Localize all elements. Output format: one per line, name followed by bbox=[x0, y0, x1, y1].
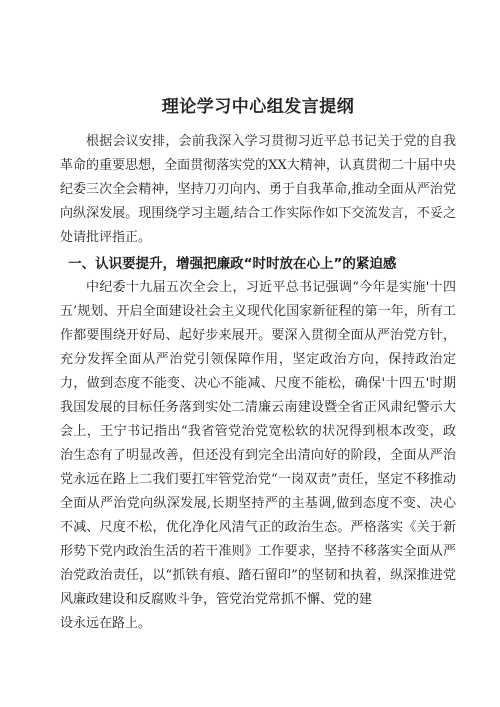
document-title: 理论学习中心组发言提纲 bbox=[161, 97, 355, 117]
intro-paragraph: 根据会议安排，会前我深入学习贯彻习近平总书记关于党的自我革命的重要思想，全面贯彻落实党的XX大精神，认真贯彻二十届中央纪委三次全会精神，坚持刀刃向内、勇于自我革命,推动全面从严治党向纵深发展。现围绕学习主题,结合工作实际作如下交流发言，不妥之处请批评指正。 bbox=[60, 134, 456, 245]
section-1-heading: 一、认识要提升，增强把廉政“时时放在心上”的紧迫感 bbox=[68, 256, 397, 272]
section-1-tail: 设永远在路上。 bbox=[60, 616, 152, 631]
section-1-body: 中纪委十九届五次全会上，习近平总书记强调“今年是实施'十四五’规划、开启全面建设社会主义现代化国家新征程的第一年，所有工作都要围绕开好局、起好步来展开。要深入贯彻全面从严治党方针，充分发挥全面从严治党引领保障作用，坚定政治方向，保持政治定力，做到态度不能变、决心不能减、尺度不能松，确保'十四五'时期我国发展的目标任务落到实处二清廉云南建设暨全省正风肃纪警示大会上，王宁书记指出“我省管党治党宽松软的状况得到根本改变，政治生态有了明显改善，但还没有到完全出清向好的阶段，全面从严治党永远在路上二我们要扛牢管党治党“一岗双责”责任，坚定不移推动全面从严治党向纵深发展,长期坚持严的主基调,做到态度不变、决心不减、尺度不松，优化净化风清气正的政治生态。严格落实《关于新形势下党内政治生活的若干准则》工作要求，坚持不移落实全面从严治党政治责任，以“抓铁有痕、踏石留印”的坚韧和执着，纵深推进党风廉政建设和反腐败斗争，管党治党常抓不懈、党的建 bbox=[60, 280, 456, 607]
